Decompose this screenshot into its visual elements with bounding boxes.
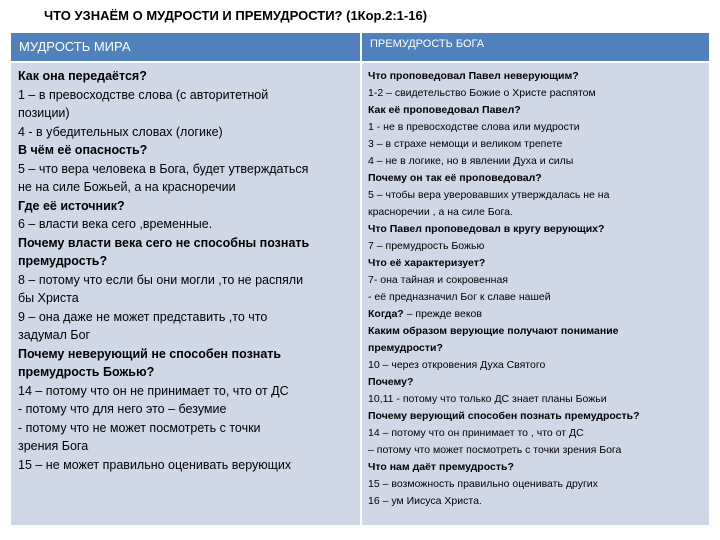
left-line-answer: - потому что для него это – безумие — [18, 402, 227, 416]
right-line-question: премудрости? — [368, 342, 443, 354]
left-line-answer: 8 – потому что если бы они могли ,то не распяли — [18, 272, 304, 287]
left-line-question: Где её источник? — [18, 198, 125, 213]
left-line-answer: задумал Бог — [18, 328, 91, 342]
right-line-answer: 5 – чтобы вера уверовавших утверждалась не на — [368, 189, 610, 201]
right-column-body — [362, 63, 709, 525]
right-line-answer: 10 – через откровения Духа Святого — [368, 359, 546, 371]
right-line-question: Почему? — [368, 376, 414, 388]
right-line-answer: 3 – в страхе немощи и великом трепете — [368, 138, 563, 150]
right-line-question: Что Павел проповедовал в кругу верующих? — [368, 223, 605, 235]
left-column-text — [18, 67, 309, 474]
right-line-answer: 16 – ум Иисуса Христа. — [368, 495, 482, 507]
right-line-question: Почему верующий способен познать премудрость? — [368, 410, 640, 422]
right-line-answer: Когда? – прежде веков — [368, 308, 482, 320]
left-line-question: В чём её опасность? — [18, 143, 148, 157]
right-line-answer: 14 – потому что он принимает то , что от ДС — [368, 427, 584, 439]
left-line-answer: 15 – не может правильно оценивать верующих — [18, 457, 292, 472]
comparison-table — [11, 33, 709, 525]
left-column-header-text: МУДРОСТЬ МИРА — [19, 39, 131, 54]
left-line-answer: не на силе Божьей, а на красноречии — [18, 180, 236, 194]
left-line-answer: 5 – что вера человека в Бога, будет утверждаться — [18, 161, 309, 176]
right-line-answer: 1 - не в превосходстве слова или мудрости — [368, 121, 580, 133]
left-line-answer: бы Христа — [18, 291, 79, 305]
left-line-answer: 6 – власти века сего ,временные. — [18, 217, 213, 231]
left-line-question: Почему власти века сего не способны познать — [18, 235, 310, 250]
right-line-question: Каким образом верующие получают понимание — [368, 325, 619, 337]
right-line-answer: – потому что может посмотреть с точки зрения Бога — [368, 444, 622, 456]
right-line-answer: 1-2 – свидетельство Божие о Христе распятом — [368, 87, 596, 99]
right-line-question: Как её проповедовал Павел? — [368, 104, 521, 116]
right-column-text — [368, 68, 640, 510]
right-line-question: Что её характеризует? — [368, 257, 486, 269]
right-line-question: Почему он так её проповедовал? — [368, 172, 542, 184]
left-line-question: Почему неверующий не способен познать — [18, 346, 282, 361]
right-line-answer: 4 – не в логике, но в явлении Духа и силы — [368, 155, 574, 167]
left-column-header — [11, 33, 360, 61]
right-line-question: Что нам даёт премудрость? — [368, 461, 514, 473]
right-column-header — [362, 33, 709, 61]
left-line-answer: 9 – она даже не может представить ,то что — [18, 309, 268, 324]
slide-title — [44, 8, 427, 23]
right-line-answer: 15 – возможность правильно оценивать других — [368, 478, 598, 490]
left-column-body — [11, 63, 360, 525]
left-line-question: премудрость Божью? — [18, 365, 155, 379]
right-line-answer: красноречии , а на силе Бога. — [368, 206, 513, 218]
slide-title-main: ЧТО УЗНАЁМ О МУДРОСТИ И ПРЕМУДРОСТИ? — [44, 8, 343, 23]
slide-title-reference: (1Кор.2:1-16) — [346, 8, 428, 23]
left-line-question: премудрость? — [18, 254, 108, 268]
left-line-answer: - потому что не может посмотреть с точки — [18, 420, 261, 435]
left-line-answer: 4 - в убедительных словах (логике) — [18, 124, 223, 139]
left-line-answer: позиции) — [18, 106, 70, 120]
left-line-answer: 14 – потому что он не принимает то, что от ДС — [18, 383, 289, 398]
left-line-answer: 1 – в превосходстве слова (с авторитетной — [18, 87, 269, 102]
right-line-answer: 7 – премудрость Божью — [368, 240, 485, 252]
left-line-question: Как она передаётся? — [18, 69, 147, 83]
right-line-answer: 7- она тайная и сокровенная — [368, 274, 508, 286]
right-line-answer: 10,11 - потому что только ДС знает планы Божьи — [368, 393, 607, 405]
right-line-question: Что проповедовал Павел неверующим? — [368, 70, 579, 82]
right-column-header-text: ПРЕМУДРОСТЬ БОГА — [370, 38, 485, 50]
left-line-answer: зрения Бога — [18, 439, 89, 453]
right-line-answer: - её предназначил Бог к славе нашей — [368, 291, 551, 303]
